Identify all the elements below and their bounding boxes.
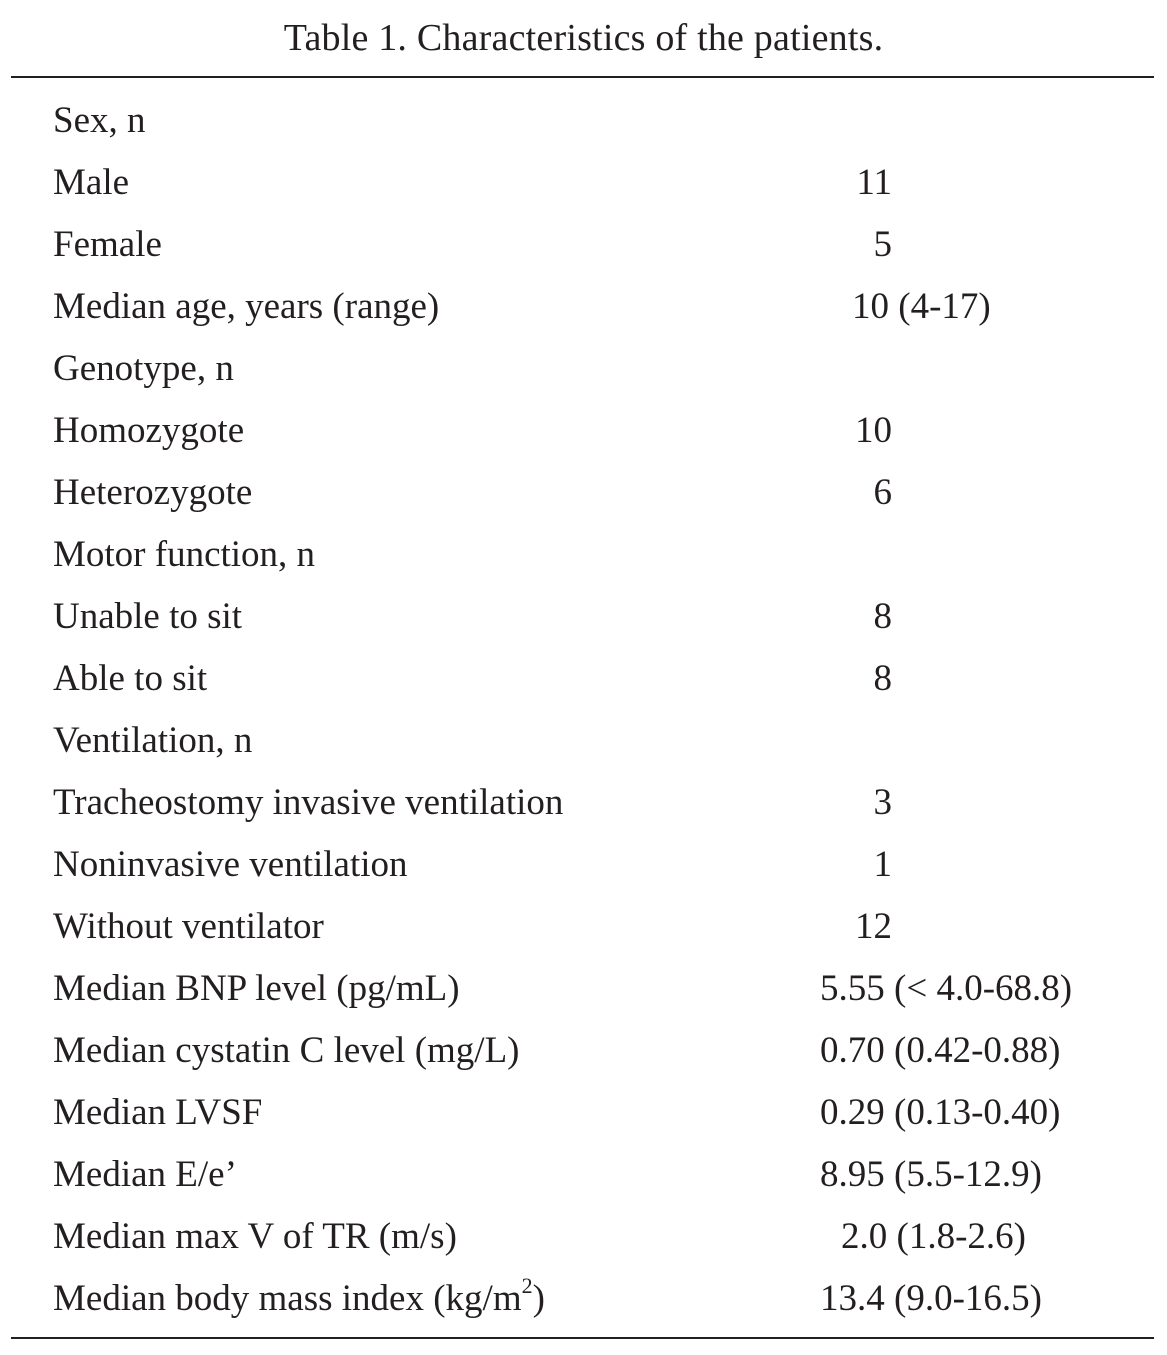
table-row xyxy=(0,648,1167,710)
row-label: Ventilation, n xyxy=(53,720,253,761)
row-label: Unable to sit xyxy=(53,596,243,637)
table-row xyxy=(0,834,1167,896)
row-value: 5 xyxy=(873,224,892,265)
table-row xyxy=(0,710,1167,772)
table-row xyxy=(0,896,1167,958)
row-label: Tracheostomy invasive ventilation xyxy=(53,782,564,823)
table-row xyxy=(0,586,1167,648)
superscript: 2 xyxy=(521,1272,533,1298)
row-label-text: Median body mass index (kg/m xyxy=(53,1278,522,1319)
table-row xyxy=(0,524,1167,586)
row-label: Without ventilator xyxy=(53,906,324,947)
table-row xyxy=(0,152,1167,214)
table-row xyxy=(0,338,1167,400)
row-label-suffix: ) xyxy=(532,1278,545,1319)
row-label: Genotype, n xyxy=(53,348,234,389)
row-label: Heterozygote xyxy=(53,472,253,513)
table-row xyxy=(0,214,1167,276)
table-row xyxy=(0,90,1167,152)
row-label: Noninvasive ventilation xyxy=(53,844,408,885)
table-row xyxy=(0,1206,1167,1268)
table-row xyxy=(0,772,1167,834)
table-row xyxy=(0,276,1167,338)
table-title: Table 1. Characteristics of the patients. xyxy=(283,17,884,59)
row-label: Motor function, n xyxy=(53,534,316,575)
row-label: Median cystatin C level (mg/L) xyxy=(53,1030,520,1071)
row-label: Sex, n xyxy=(53,100,146,141)
row-label: Median E/e’ xyxy=(53,1154,237,1195)
table-row xyxy=(0,400,1167,462)
table-row xyxy=(0,462,1167,524)
row-label: Able to sit xyxy=(53,658,208,699)
row-label: Homozygote xyxy=(53,410,245,451)
table-body xyxy=(0,90,1167,1330)
row-label: Median BNP level (pg/mL) xyxy=(53,968,460,1009)
row-value: 10 (4-17) xyxy=(852,286,991,327)
row-value: 13.4 (9.0-16.5) xyxy=(820,1278,1042,1319)
table-row xyxy=(0,1082,1167,1144)
table-row xyxy=(0,1268,1167,1330)
row-label: Median LVSF xyxy=(53,1092,263,1133)
row-value: 6 xyxy=(873,472,892,513)
row-value: 0.70 (0.42-0.88) xyxy=(820,1030,1061,1071)
row-label: Female xyxy=(53,224,162,265)
row-value: 5.55 (< 4.0-68.8) xyxy=(820,968,1073,1009)
row-label: Male xyxy=(53,162,130,203)
row-value: 1 xyxy=(873,844,892,885)
row-label: Median max V of TR (m/s) xyxy=(53,1216,457,1257)
row-value: 8 xyxy=(873,658,892,699)
row-value: 11 xyxy=(856,162,892,203)
table-row xyxy=(0,958,1167,1020)
row-value: 8 xyxy=(873,596,892,637)
row-label: Median age, years (range) xyxy=(53,286,440,327)
row-value: 2.0 (1.8-2.6) xyxy=(841,1216,1026,1257)
table-row xyxy=(0,1144,1167,1206)
row-label xyxy=(53,1268,545,1330)
row-value: 8.95 (5.5-12.9) xyxy=(820,1154,1042,1195)
row-value: 10 xyxy=(855,410,892,451)
row-value: 12 xyxy=(855,906,892,947)
bottom-rule xyxy=(11,1337,1154,1339)
row-value: 0.29 (0.13-0.40) xyxy=(820,1092,1061,1133)
table-row xyxy=(0,1020,1167,1082)
row-value: 3 xyxy=(873,782,892,823)
top-rule xyxy=(11,76,1154,78)
